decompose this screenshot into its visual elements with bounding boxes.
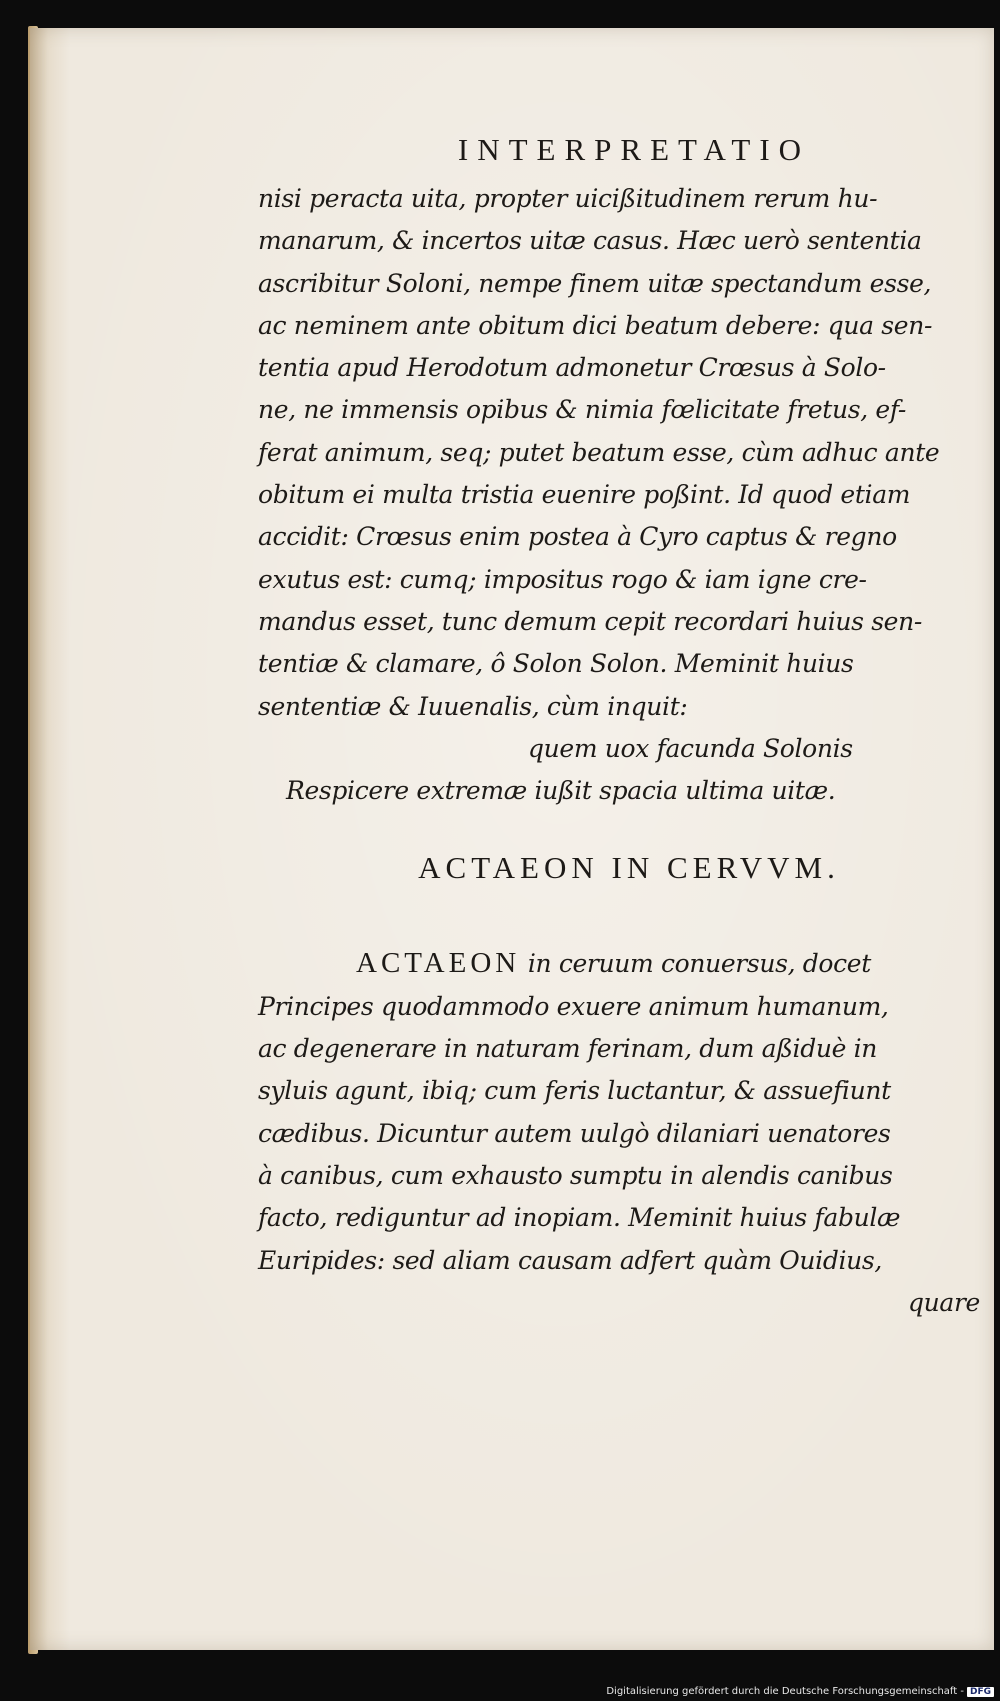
text-line: facto, rediguntur ad inopiam. Meminit huius fabulæ [258,1203,901,1233]
text-line: à canibus, cum exhausto sumptu in alendis canibus [258,1160,893,1190]
text-line: nisi peracta uita, propter uicißitudinem rerum hu- [258,184,878,213]
lead-word: ACTAEON [356,947,521,980]
first-line-rest: in ceruum conuersus, docet [520,949,871,979]
text-line: ferat animum, seq; putet beatum esse, cùm adhuc ante [258,437,940,467]
text-line: ac neminem ante obitum dici beatum debere: qua sen- [258,310,933,340]
text-line: cædibus. Dicuntur autem uulgò dilaniari uenatores [258,1118,891,1148]
verse-quotation [258,728,980,813]
text-line: Euripides: sed aliam causam adfert quàm Ouidius, [258,1245,882,1275]
text-line: manarum, & incertos uitæ casus. Hæc uerò sententia [258,226,922,256]
text-line: accidit: Crœsus enim postea à Cyro captus & regno [258,522,897,552]
catchword: quare [907,1287,980,1317]
verse-line: quem uox facunda Solonis [528,733,853,763]
section-title: ACTAEON IN CERVVM. [418,850,840,886]
text-line: tentia apud Herodotum admonetur Crœsus à Solo- [258,353,886,383]
paragraph-2 [258,942,980,1324]
text-line: Principes quodammodo exuere animum humanum, [258,991,889,1021]
text-line: sententiæ & Iuuenalis, cùm inquit: [258,691,688,721]
text-line: ac degenerare in naturam ferinam, dum aßiduè in [258,1034,878,1064]
dfg-logo: DFG [967,1687,994,1697]
digitization-credit [606,1686,994,1697]
text-line: ascribitur Soloni, nempe finem uitæ spectandum esse, [258,268,932,298]
text-line [258,942,980,985]
verse-line: Respicere extremæ iußit spacia ultima uitæ. [286,776,836,806]
running-head: INTERPRETATIO [457,132,811,167]
text-line: obitum ei multa tristia euenire poßint. Id quod etiam [258,480,911,510]
credit-text: Digitalisierung gefördert durch die Deutsche Forschungsgemeinschaft - [606,1686,964,1697]
text-line: mandus esset, tunc demum cepit recordari huius sen- [258,606,922,636]
text-line: exutus est: cumq; impositus rogo & iam igne cre- [258,564,867,594]
text-block [258,118,980,1324]
book-page [30,28,994,1650]
text-line: tentiæ & clamare, ô Solon Solon. Meminit huius [258,649,854,679]
text-line: ne, ne immensis opibus & nimia fœlicitate fretus, ef- [258,395,906,425]
text-line: syluis agunt, ibiq; cum feris luctantur, & assuefiunt [258,1076,891,1106]
paragraph-1 [258,178,980,728]
